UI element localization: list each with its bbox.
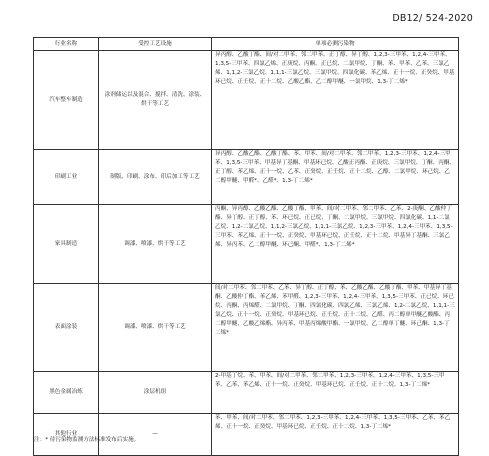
table-row xyxy=(34,150,459,205)
pollutants-cell: 丙酮、异丙醇、乙酸乙酯、乙酸丁酯、甲苯、间/对二甲苯、邻二甲苯、乙苯、2-庚酮、乙酸仲丁酯、异丁醇、正丁醇、苯、环已烷、正已烷、丁酮、二氯甲烷、三氯甲烷、四氯化碳、1,1-二氯乙烷、1,2-二氯乙烷、1,1,2-三氯乙烷、1,1,1-三氯乙烷、1,2,3-三甲苯、1,2,4-三甲苯、1,3,5-三甲苯、苯乙烯、正十一烷、正癸烷、甲基环已烷、正壬烷、正十二烷、甲基异丁基酮、三氯乙烯、异丙苯、乙二醇甲醚、环己酮、甲醛*、1,3-丁二烯* xyxy=(212,205,459,284)
industry-cell: 其他行业 xyxy=(34,414,99,456)
industry-cell: 印刷工业 xyxy=(34,150,99,205)
pollutants-cell: 异丙醇、乙酸丁酯、间/对二甲苯、邻二甲苯、正丁醇、异丁醇、1,2,3-三甲苯、1,2,4-三甲苯、1,3,5-三甲苯、四氯乙烯、正庚烷、丙酮、正已烷、二氯甲烷、丁酮、苯、甲苯、乙苯、三氯乙烯、1,1,2-三氯乙烷、1,1,1-三氯乙烷、三氯甲烷、四氯化碳、苯乙烯、正十一烷、正癸烷、甲基环已烷、正壬烷、正十二烷、乙酸乙酯、乙二醇甲醚、一氯甲烷、1,3-丁二烯* xyxy=(212,51,459,150)
industry-cell: 汽车整车制造 xyxy=(34,51,99,150)
table-row xyxy=(34,205,459,284)
table-footnote: 注：* 待污染物监测方法标准发布后实施。 xyxy=(34,437,140,443)
standard-code: DB12/ 524-2020 xyxy=(392,13,473,24)
table-row xyxy=(34,372,459,414)
pollutants-cell: 间/对二甲苯、邻二甲苯、乙苯、异丁醇、正丁醇、苯、乙酸乙酯、乙酸丁酯、甲苯、甲基异丁基酮、乙酸仲丁酯、苯乙烯、苯甲醛、1,2,3-三甲苯、1,2,4-三甲苯、1,3,5-三甲苯、正已烷、环已烷、丙酮、丙烯醛、二氯甲烷、丁酮、四氯化碳、四氯乙烯、三氯乙烯、1,2-二氯乙烷、1,1,1-三氯乙烷、正十一烷、正癸烷、甲基环已烷、正壬烷、正十二烷、乙醛、丙二醇单甲醚乙酸酯、丙二醇甲醚、乙酸乙烯酯、异丙苯、甲基丙烯酸甲酯、一氯甲烷、乙二醇单丁醚、环己酮、1,3-丁二烯* xyxy=(212,284,459,372)
industry-cell: 黑色金属冶炼 xyxy=(34,372,99,414)
industry-cell: 表面涂装 xyxy=(34,284,99,372)
process-cell: 调漆、喷漆、烘干等工艺 xyxy=(99,205,212,284)
process-cell: 制版、印刷、涂布、印后加工等工艺 xyxy=(99,150,212,205)
pollutants-cell: 苯、甲苯、间/对二甲苯、邻二甲苯、1,2,3-三甲苯、1,2,4-三甲苯、1,3,5-三甲苯、乙苯、苯乙烯、正十一烷、正癸烷、甲基环已烷、正壬烷、正十二烷、1,3-丁二烯* xyxy=(212,414,459,456)
header-process: 受控工艺设施 xyxy=(99,38,212,51)
process-cell: 调漆、喷漆、烘干等工艺 xyxy=(99,284,212,372)
industry-cell: 家具制造 xyxy=(34,205,99,284)
pollutants-cell: 异丙醇、乙酸乙酯、乙酸丁酯、苯、甲苯、间/对二甲苯、邻二甲苯、1,2,3-三甲苯、1,2,4-三甲苯、1,3,5-三甲苯、甲基异丁基酮、甲基环已烷、乙酸正丙酯、正庚烷、三氯甲烷、丁酮、丙酮、正丁醇、苯乙烯、正十一烷、乙苯、正癸烷、正壬烷、正十二烷、乙醇、二氯甲烷、环己烷、乙二醇甲醚、甲醛*、乙醛*、1,3-丁二烯* xyxy=(212,150,459,205)
table-row xyxy=(34,51,459,150)
pollutant-table xyxy=(33,37,459,456)
pollutants-cell: 2-甲基丁烷、苯、甲苯、间/对二甲苯、邻二甲苯、1,2,3-三甲苯、1,2,4-三甲苯、1,3,5-三甲苯、乙苯、苯乙烯、正十一烷、正癸烷、甲基环已烷、正壬烷、正十二烷、1,3-丁二烯* xyxy=(212,372,459,414)
table-header-row xyxy=(34,38,459,51)
table-row xyxy=(34,284,459,372)
process-cell: 涂层机组 xyxy=(99,372,212,414)
process-cell: — xyxy=(99,414,212,456)
header-pollutants: 单项必测污染物 xyxy=(212,38,459,51)
process-cell: 涂剂储运以及混合、搅拌、清洗、涂装、烘干等工艺 xyxy=(99,51,212,150)
header-industry: 行业名称 xyxy=(34,38,99,51)
